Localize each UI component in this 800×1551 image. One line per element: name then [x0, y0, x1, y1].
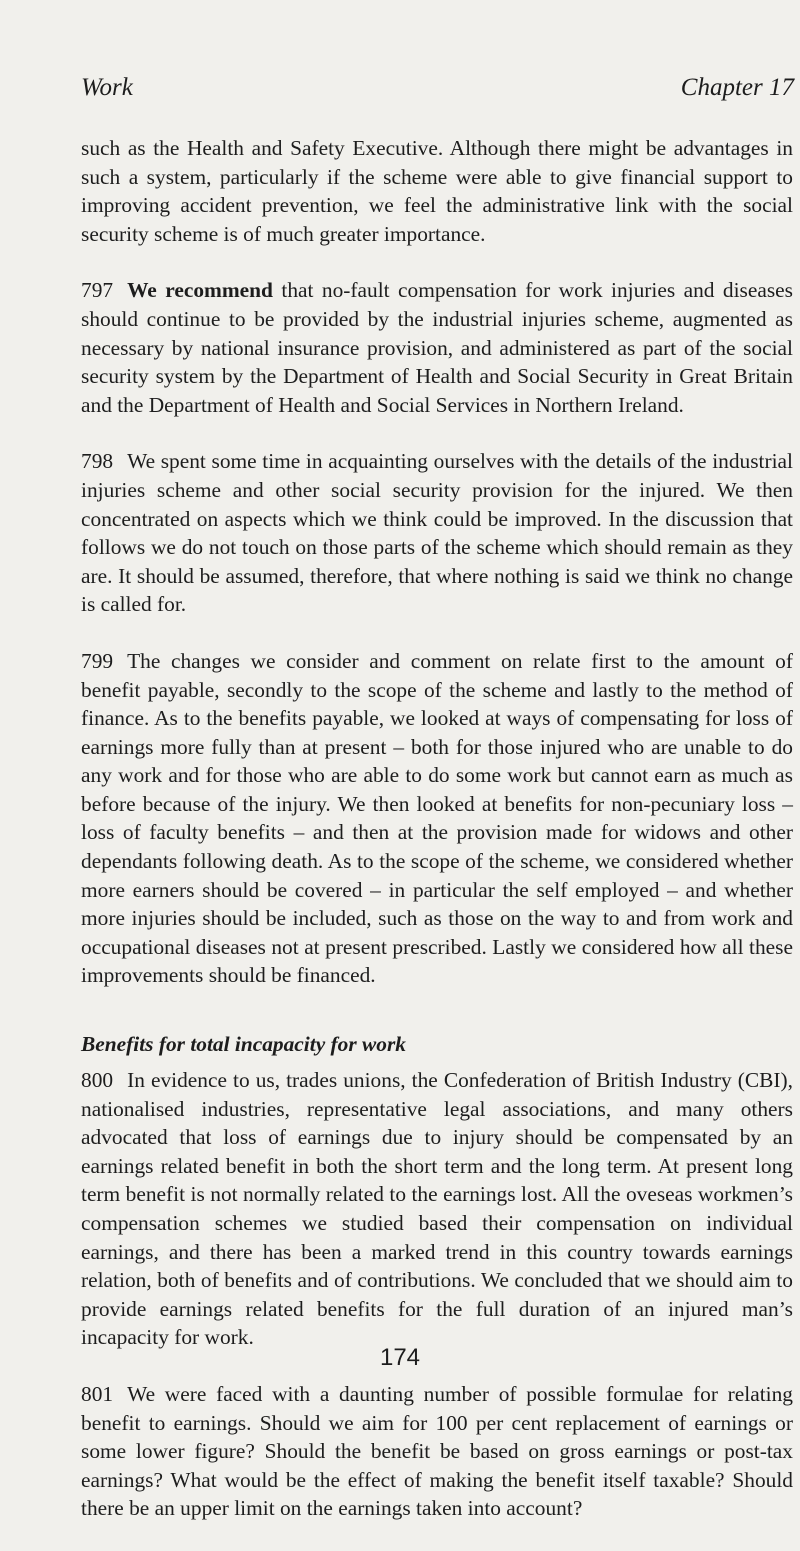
paragraph-text: We were faced with a daunting number of possible formulae for relating benefit to earnings. Should we aim for 100 per cent replacement of earnings or some lower figure? Should the benefit be based on gross earnings or post-tax earnings? What would be the effect of making the benefit itself taxable? Should there be an upper limit on the earnings taken into account? [81, 1381, 793, 1521]
paragraph-number: 799 [81, 648, 114, 673]
paragraph-text: In evidence to us, trades unions, the Confederation of British Industry (CBI), nationalised industries, representative legal associations, and many others advocated that loss of earnings due to injury should be compensated by an earnings related benefit in both the short term and the long term. At present long term benefit is not normally related to the earnings lost. All the oveseas workmen’s compensation schemes we studied based their compensation on individual earnings, and there has been a marked trend in this country towards earnings relation, both of benefits and of contributions. We concluded that we should aim to provide earnings related benefits for the full duration of an injured man’s incapacity for work. [81, 1068, 793, 1350]
paragraph-number: 801 [81, 1381, 114, 1406]
paragraph-continued [81, 134, 793, 248]
paragraph-number: 798 [81, 449, 114, 474]
paragraph-text: We spent some time in acquainting ourselves with the details of the industrial injuries scheme and other social security provision for the injured. We then concentrated on aspects which we think could be improved. In the discussion that follows we do not touch on those parts of the scheme which should remain as they are. It should be assumed, therefore, that where nothing is said we think no change is called for. [81, 449, 793, 617]
paragraph-797 [81, 276, 793, 419]
paragraph-number: 797 [81, 278, 114, 303]
body-text [81, 134, 793, 1551]
paragraph-text: The changes we consider and comment on relate first to the amount of benefit payable, secondly to the scope of the scheme and lastly to the method of finance. As to the benefits payable, we looked at ways of compensating for loss of earnings more fully than at present – both for those injured who are unable to do any work and for those who are able to do some work but cannot earn as much as before because of the injury. We then looked at benefits for non-pecuniary loss – loss of faculty benefits – and then at the provision made for widows and other dependants following death. As to the scope of the scheme, we considered whether more earners should be covered – in particular the self employed – and whether more injuries should be included, such as those on the way to and from work and occupational diseases not at present prescribed. Lastly we considered how all these improvements should be financed. [81, 648, 793, 988]
page-number: 174 [379, 1344, 421, 1371]
paragraph-text: such as the Health and Safety Executive. Although there might be advantages in such a system, particularly if the scheme were able to give financial support to improving accident prevention, we feel the administrative link with the social security scheme is of much greater importance. [81, 136, 793, 246]
paragraph-number: 800 [81, 1068, 114, 1093]
paragraph-text: that no-fault compensation for work injuries and diseases should continue to be provided by the industrial injuries scheme, augmented as necessary by national insurance provision, and administered as part of the social security system by the Department of Health and Social Security in Great Britain and the Department of Health and Social Services in Northern Ireland. [81, 278, 793, 417]
paragraph-799 [81, 647, 793, 990]
header-chapter: Chapter 17 [680, 74, 794, 101]
header-section-title: Work [81, 74, 133, 101]
section-heading: Benefits for total incapacity for work [81, 1032, 407, 1057]
paragraph-801 [81, 1380, 793, 1523]
paragraph-lead: We recommend [127, 278, 273, 303]
paragraph-800 [81, 1066, 793, 1352]
paragraph-798 [81, 447, 793, 619]
